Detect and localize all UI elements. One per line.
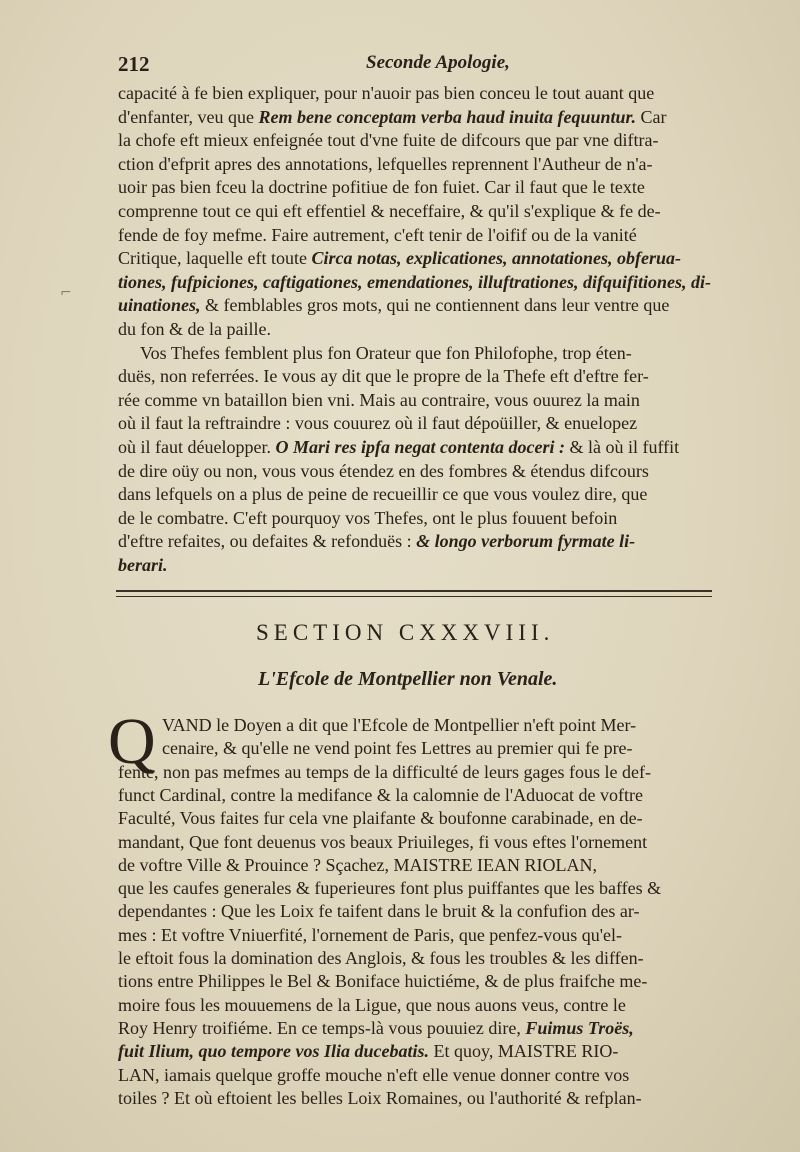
text-line: où il faut déuelopper. O Mari res ipfa negat contenta doceri : & là où il fuffit xyxy=(118,437,680,457)
text-line: de voftre Ville & Prouince ? Sçachez, MAISTRE IEAN RIOLAN, xyxy=(118,854,597,875)
text-line: fuit Ilium, quo tempore vos Ilia ducebatis. Et quoy, MAISTRE RIO- xyxy=(118,1041,619,1062)
text-line: dans lefquels on a plus de peine de recueillir ce que vous voulez dire, que xyxy=(118,484,648,505)
text-line: LAN, iamais quelque groffe mouche n'eft elle venue donner contre vos xyxy=(118,1064,630,1085)
margin-mark: ⌐ xyxy=(60,285,72,301)
section-rule-thin xyxy=(116,596,712,597)
text-line: comprenne tout ce qui eft effentiel & neceffaire, & qu'il s'explique & fe de- xyxy=(118,201,661,221)
text-line: mandant, Que font deuenus vos beaux Priuileges, fi vous eftes l'ornement xyxy=(118,831,648,852)
text-line: Roy Henry troifiéme. En ce temps-là vous pouuiez dire, Fuimus Troës, xyxy=(118,1017,634,1038)
text-line: où il faut la reftraindre : vous couurez où il faut dépoüiller, & enuelopez xyxy=(118,413,638,434)
text-line: du fon & de la paille. xyxy=(118,319,271,339)
text-line: rée comme vn bataillon bien vni. Mais au contraire, vous ouurez la main xyxy=(118,389,640,410)
page-header xyxy=(118,52,763,78)
text-line: duës, non referrées. Ie vous ay dit que le propre de la Thefe eft d'eftre fer- xyxy=(118,366,649,387)
text-line: Vos Thefes femblent plus fon Orateur que fon Philofophe, trop éten- xyxy=(140,342,632,363)
text-line: le eftoit fous la domination des Anglois, & fous les troubles & les diffen- xyxy=(118,948,644,968)
text-line: cenaire, & qu'elle ne vend point fes Lettres au premier qui fe pre- xyxy=(162,738,633,759)
section-subtitle: L'Efcole de Montpellier non Venale. xyxy=(258,668,558,690)
running-title: Seconde Apologie, xyxy=(366,52,510,73)
drop-cap: Q xyxy=(108,705,156,778)
text-line: toiles ? Et où eftoient les belles Loix Romaines, ou l'authorité & refplan- xyxy=(118,1087,642,1108)
text-line: uoir pas bien fceu la doctrine pofitiue de fon fuiet. Car il faut que le texte xyxy=(118,177,645,198)
text-line: capacité à fe bien expliquer, pour n'auoir pas bien conceu le tout auant que xyxy=(118,83,655,103)
text-line: moire fous les mouuemens de la Ligue, que nous auons veus, contre le xyxy=(118,994,626,1015)
text-line: funct Cardinal, contre la medifance & la calomnie de l'Aduocat de voftre xyxy=(118,784,644,805)
text-line: de le combatre. C'eft pourquoy vos Thefes, ont le plus fouuent befoin xyxy=(118,507,618,528)
text-line: la chofe eft mieux enfeignée tout d'vne fuite de difcours que par vne diftra- xyxy=(118,130,659,151)
text-line: mes : Et voftre Vniuerfité, l'ornement de Paris, que penfez-vous qu'el- xyxy=(118,924,622,945)
text-line: d'enfanter, veu que Rem bene conceptam verba haud inuita fequuntur. Car xyxy=(118,106,667,127)
text-line: Faculté, Vous faites fur cela vne plaifante & boufonne carabinade, en de- xyxy=(118,808,643,829)
page-number: 212 xyxy=(118,52,150,76)
text-line: ction d'efprit apres des annotations, lefquelles reprennent l'Autheur de n'a- xyxy=(118,153,653,174)
text-line: d'eftre refaites, ou defaites & refonduës : & longo verborum fyrmate li- xyxy=(118,531,636,552)
text-line: tions entre Philippes le Bel & Boniface huictiéme, & de plus fraifche me- xyxy=(118,971,648,992)
text-line: que les caufes generales & fuperieures font plus puiffantes que les baffes & xyxy=(118,878,662,899)
section-rule xyxy=(116,590,712,592)
text-line: uinationes, & femblables gros mots, qui ne contiennent dans leur ventre que xyxy=(118,295,670,316)
text-line: fende de foy mefme. Faire autrement, c'eft tenir de l'oifif ou de la vanité xyxy=(118,224,637,245)
text-line: Critique, laquelle eft toute Circa notas, explicationes, annotationes, obferua- xyxy=(118,248,681,269)
text-line: dependantes : Que les Loix fe taifent dans le bruit & la confufion des ar- xyxy=(118,901,640,922)
text-line: VAND le Doyen a dit que l'Efcole de Montpellier n'eft point Mer- xyxy=(162,715,637,735)
text-line: fente, non pas mefmes au temps de la difficulté de leurs gages fous le def- xyxy=(118,761,651,782)
text-line: tiones, fufpiciones, caftigationes, emendationes, illuftrationes, difquifitiones, di- xyxy=(118,271,712,292)
text-line: de dire oüy ou non, vous vous étendez en des fombres & étendus difcours xyxy=(118,460,649,481)
section-title: SECTION CXXXVIII. xyxy=(256,620,555,645)
text-line: berari. xyxy=(118,555,168,575)
